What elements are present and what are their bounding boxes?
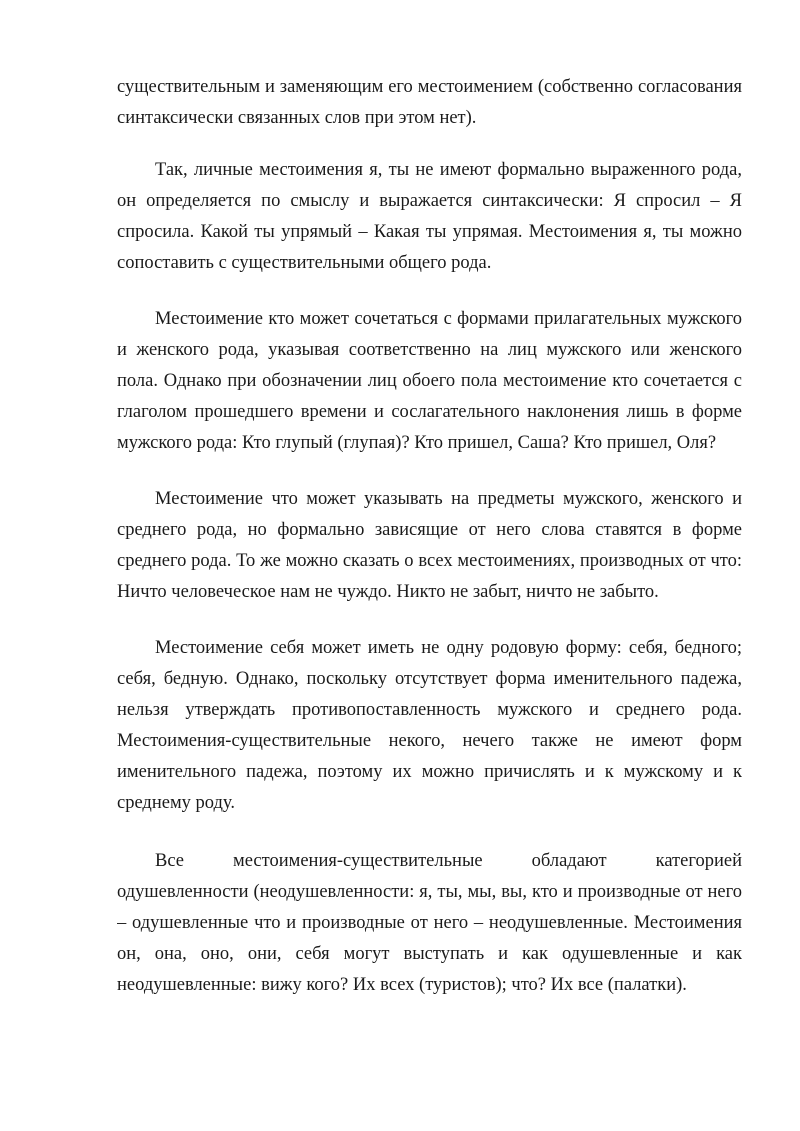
text-line: он, она, оно, они, себя могут выступать и как одушевленные и как	[117, 944, 742, 964]
text-line: себя, бедную. Однако, поскольку отсутствует форма именительного падежа,	[117, 669, 742, 689]
text-line: и женского рода, указывая соответственно на лиц мужского или женского	[117, 340, 742, 360]
paragraph-1	[117, 72, 742, 134]
text-line: именительного падежа, поэтому их можно причислять и к мужскому и к	[117, 762, 742, 782]
text-line: сопоставить с существительными общего рода.	[117, 253, 492, 273]
text-line: Местоимение себя может иметь не одну родовую форму: себя, бедного;	[155, 638, 742, 658]
text-line: пола. Однако при обозначении лиц обоего пола местоимение кто сочетается с	[117, 371, 742, 391]
text-line: спросила. Какой ты упрямый – Какая ты упрямая. Местоимения я, ты можно	[117, 222, 742, 242]
paragraph-6	[117, 846, 742, 1001]
text-line: он определяется по смыслу и выражается синтаксически: Я спросил – Я	[117, 191, 742, 211]
text-line: глаголом прошедшего времени и сослагательного наклонения лишь в форме	[117, 402, 742, 422]
text-line: среднего рода, но формально зависящие от него слова ставятся в форме	[117, 520, 742, 540]
text-line: одушевленности (неодушевленности: я, ты, мы, вы, кто и производные от него	[117, 882, 742, 902]
text-line: Все местоимения-существительные обладают категорией	[155, 851, 742, 871]
text-line: неодушевленные: вижу кого? Их всех (туристов); что? Их все (палатки).	[117, 975, 687, 995]
paragraph-5	[117, 633, 742, 819]
paragraph-4	[117, 484, 742, 608]
text-line: нельзя утверждать противопоставленность мужского и среднего рода.	[117, 700, 742, 720]
text-line: среднему роду.	[117, 793, 235, 813]
text-line: Местоимение кто может сочетаться с формами прилагательных мужского	[155, 309, 742, 329]
text-line: Так, личные местоимения я, ты не имеют формально выраженного рода,	[155, 160, 742, 180]
text-line: существительным и заменяющим его местоимением (собственно согласования	[117, 77, 742, 97]
paragraph-2	[117, 155, 742, 279]
text-line: Местоимения-существительные некого, нечего также не имеют форм	[117, 731, 742, 751]
text-line: синтаксически связанных слов при этом нет).	[117, 108, 477, 128]
text-line: Ничто человеческое нам не чуждо. Никто не забыт, ничто не забыто.	[117, 582, 659, 602]
text-line: мужского рода: Кто глупый (глупая)? Кто пришел, Саша? Кто пришел, Оля?	[117, 433, 717, 453]
text-line: Местоимение что может указывать на предметы мужского, женского и	[155, 489, 742, 509]
text-line: – одушевленные что и производные от него – неодушевленные. Местоимения	[117, 913, 742, 933]
text-line: среднего рода. То же можно сказать о всех местоимениях, производных от что:	[117, 551, 742, 571]
paragraph-3	[117, 304, 742, 459]
